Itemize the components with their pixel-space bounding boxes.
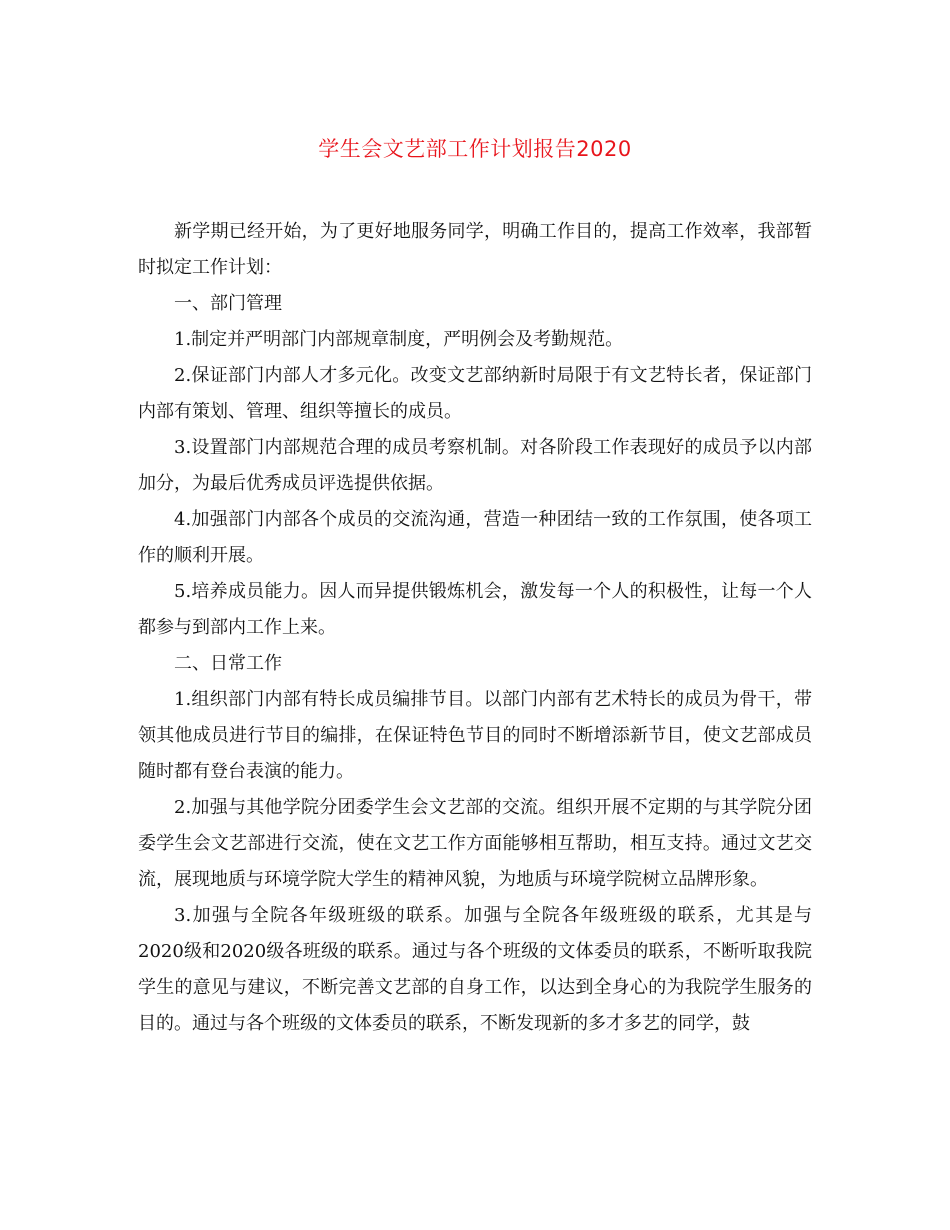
management-item-5: 5.培养成员能力。因人而异提供锻炼机会，激发每一个人的积极性，让每一个人都参与到部内工作上来。 xyxy=(138,581,812,638)
section-heading-daily-work: 二、日常工作 xyxy=(174,653,282,674)
section-heading-management: 一、部门管理 xyxy=(174,293,282,314)
daily-work-item-3: 3.加强与全院各年级班级的联系。加强与全院各年级班级的联系，尤其是与2020级和2020级各班级的联系。通过与各个班级的文体委员的联系，不断听取我院学生的意见与建议，不断完善文艺部的自身工作，以达到全身心的为我院学生服务的目的。通过与各个班级的文体委员的联系，不断发现新的多才多艺的同学，鼓 xyxy=(138,905,812,1034)
document-title: 学生会文艺部工作计划报告2020 xyxy=(318,137,632,161)
document-body xyxy=(138,214,812,1042)
daily-work-item-1: 1.组织部门内部有特长成员编排节目。以部门内部有艺术特长的成员为骨干，带领其他成员进行节目的编排，在保证特色节目的同时不断增添新节目，使文艺部成员随时都有登台表演的能力。 xyxy=(138,689,812,782)
management-item-2: 2.保证部门内部人才多元化。改变文艺部纳新时局限于有文艺特长者，保证部门内部有策划、管理、组织等擅长的成员。 xyxy=(138,365,812,422)
management-item-3: 3.设置部门内部规范合理的成员考察机制。对各阶段工作表现好的成员予以内部加分，为最后优秀成员评选提供依据。 xyxy=(138,437,812,494)
management-item-4: 4.加强部门内部各个成员的交流沟通，营造一种团结一致的工作氛围，使各项工作的顺利开展。 xyxy=(138,509,812,566)
daily-work-item-2: 2.加强与其他学院分团委学生会文艺部的交流。组织开展不定期的与其学院分团委学生会文艺部进行交流，使在文艺工作方面能够相互帮助，相互支持。通过文艺交流，展现地质与环境学院大学生的精神风貌，为地质与环境学院树立品牌形象。 xyxy=(138,797,812,890)
management-item-1: 1.制定并严明部门内部规章制度，严明例会及考勤规范。 xyxy=(174,329,624,350)
intro-paragraph: 新学期已经开始，为了更好地服务同学，明确工作目的，提高工作效率，我部暂时拟定工作计划： xyxy=(138,221,812,278)
